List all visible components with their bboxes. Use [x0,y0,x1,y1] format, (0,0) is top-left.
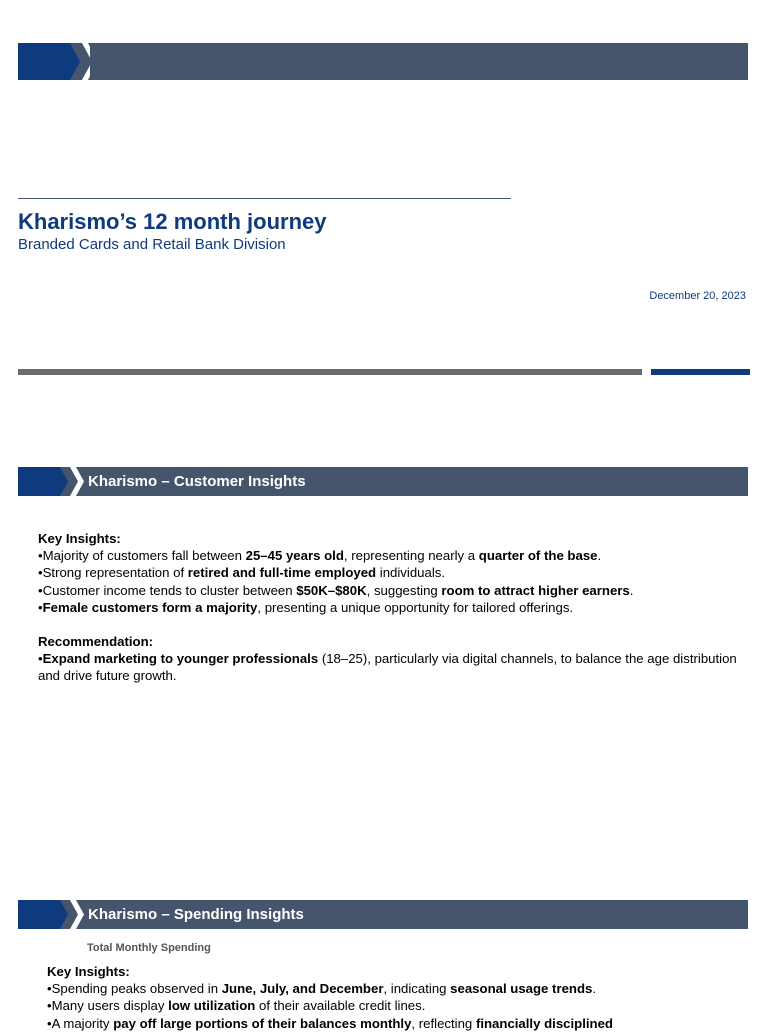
title-divider [18,198,511,199]
body-text: . [592,981,597,997]
key-insights-label: Key Insights: [47,964,130,979]
body-text: •Many users display [47,998,169,1014]
insight-item [47,1015,747,1032]
body-text: of their available credit lines. [255,998,426,1014]
body-text: • [38,599,43,615]
body-text: . [629,582,634,598]
body-text: , suggesting [366,582,442,598]
body-text: , indicating [383,981,451,997]
emphasis-text: quarter of the base [478,548,598,564]
emphasis-text: 25–45 years old [245,548,344,564]
customer-insights-banner [18,467,748,496]
insight-item [47,997,747,1014]
body-text: (18–25), particularly via digital channels, to balance the age distribution and drive future growth. [38,651,737,684]
body-text: . [597,548,602,564]
insight-item [38,547,738,564]
body-text: •Spending peaks observed in [47,981,222,997]
page-subtitle: Branded Cards and Retail Bank Division [18,236,286,253]
recommendation-label: Recommendation: [38,634,154,650]
emphasis-text: room to attract higher earners [441,582,630,598]
emphasis-text: Expand marketing to younger professionals [42,651,319,667]
recommendation-text [38,650,738,684]
emphasis-text: $50K–$80K [296,582,367,598]
body-text: individuals. [376,565,446,581]
spending-insights-list [47,980,747,1032]
footer-rule-accent [651,369,750,375]
insight-item [38,582,738,599]
emphasis-text: pay off large portions of their balances monthly [113,1015,412,1031]
body-text: , presenting a unique opportunity for tailored offerings. [257,599,574,615]
emphasis-text: seasonal usage trends [450,981,593,997]
body-text: •Strong representation of [38,565,188,581]
insight-item [47,980,747,997]
insight-item [38,599,738,616]
top-banner [18,43,748,80]
spending-insights-body [47,963,747,1032]
page-title: Kharismo’s 12 month journey [18,209,327,234]
emphasis-text: retired and full-time employed [187,565,377,581]
spending-insights-title: Kharismo – Spending Insights [88,906,304,923]
emphasis-text: June, July, and December [221,981,384,997]
chart-caption: Total Monthly Spending [87,942,211,954]
emphasis-text: financially disciplined [475,1015,613,1031]
spending-insights-banner [18,900,748,929]
insight-item [38,564,738,581]
emphasis-text: low utilization [168,998,256,1014]
emphasis-text: Female customers form a majority [42,599,258,615]
customer-insights-list [38,547,738,616]
chevron-right-icon [18,43,90,80]
body-text: • [38,651,43,667]
body-text: •Customer income tends to cluster between [38,582,297,598]
key-insights-label: Key Insights: [38,531,121,546]
chevron-right-icon [18,467,90,496]
date-label: December 20, 2023 [649,290,746,302]
customer-insights-body [38,530,738,685]
body-text: •A majority [47,1015,114,1031]
chevron-right-icon [18,900,90,929]
customer-insights-title: Kharismo – Customer Insights [88,473,306,490]
body-text: , representing nearly a [343,548,479,564]
body-text: •Majority of customers fall between [38,548,246,564]
body-text: , reflecting [411,1015,476,1031]
footer-rule [18,369,642,375]
